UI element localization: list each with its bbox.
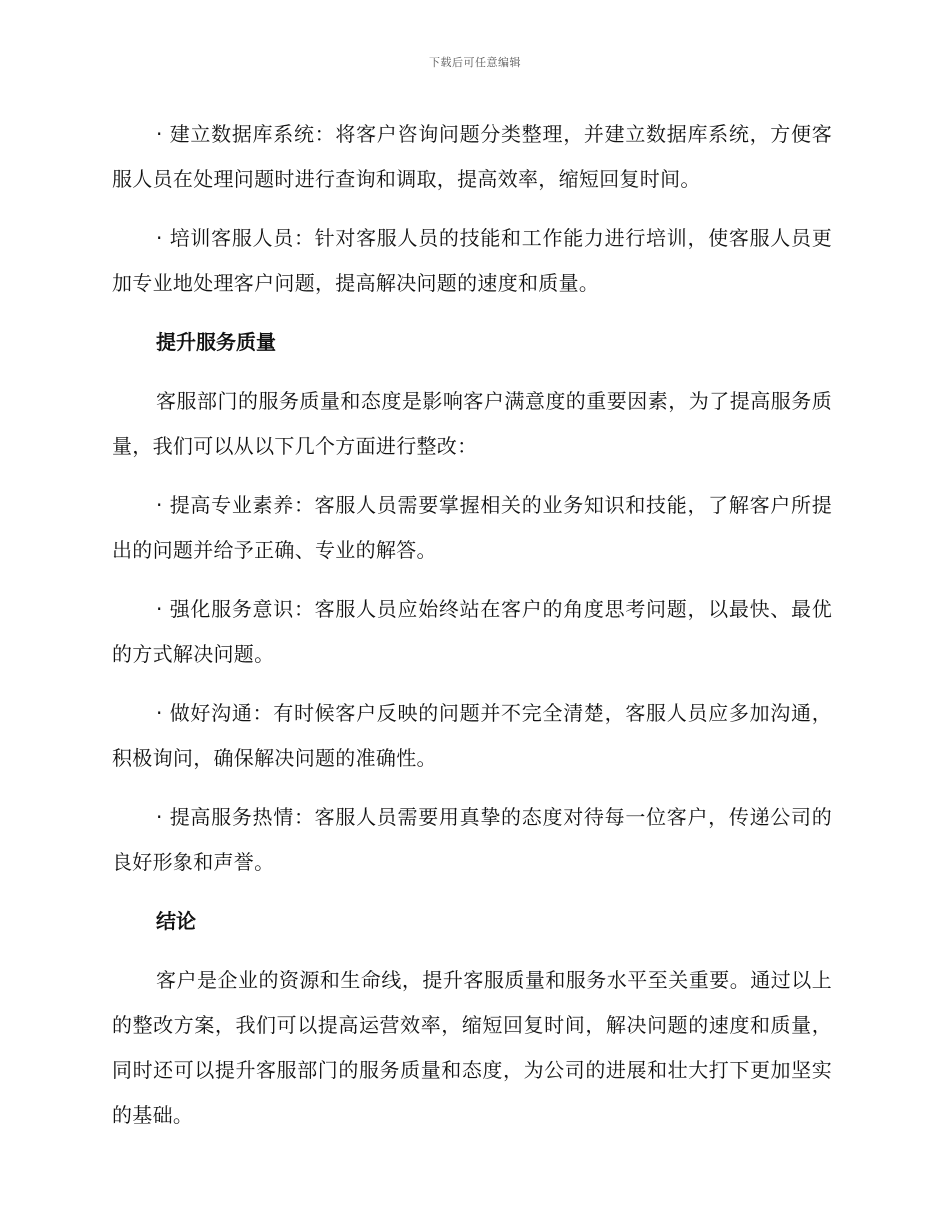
paragraph-conclusion: 客户是企业的资源和生命线，提升客服质量和服务水平至关重要。通过以上的整改方案，我们可以提高运营效率，缩短回复时间，解决问题的速度和质量，同时还可以提升客服部门的服务质量和态度，为公司的进展和壮大打下更加坚实的基础。 xyxy=(112,968,832,1127)
paragraph-train-staff: · 培训客服人员：针对客服人员的技能和工作能力进行培训，使客服人员更加专业地处理客户问题，提高解决问题的速度和质量。 xyxy=(112,226,832,295)
paragraph-service-enthusiasm: · 提高服务热情：客服人员需要用真挚的态度对待每一位客户，传递公司的良好形象和声誉。 xyxy=(112,805,832,874)
paragraph-communication: · 做好沟通：有时候客户反映的问题并不完全清楚，客服人员应多加沟通，积极询问，确保解决问题的准确性。 xyxy=(112,701,832,770)
paragraph-database-system: · 建立数据库系统：将客户咨询问题分类整理，并建立数据库系统，方便客服人员在处理问题时进行查询和调取，提高效率，缩短回复时间。 xyxy=(112,122,832,191)
document-body xyxy=(112,112,832,1152)
section-heading-conclusion: 结论 xyxy=(156,909,196,933)
paragraph-service-awareness: · 强化服务意识：客服人员应始终站在客户的角度思考问题，以最快、最优的方式解决问题。 xyxy=(112,597,832,666)
paragraph-service-intro: 客服部门的服务质量和态度是影响客户满意度的重要因素，为了提高服务质量，我们可以从以下几个方面进行整改： xyxy=(112,389,832,458)
header-note: 下载后可任意编辑 xyxy=(429,56,521,69)
paragraph-professionalism: · 提高专业素养：客服人员需要掌握相关的业务知识和技能，了解客户所提出的问题并给予正确、专业的解答。 xyxy=(112,493,832,562)
section-heading-service-quality: 提升服务质量 xyxy=(156,330,276,354)
